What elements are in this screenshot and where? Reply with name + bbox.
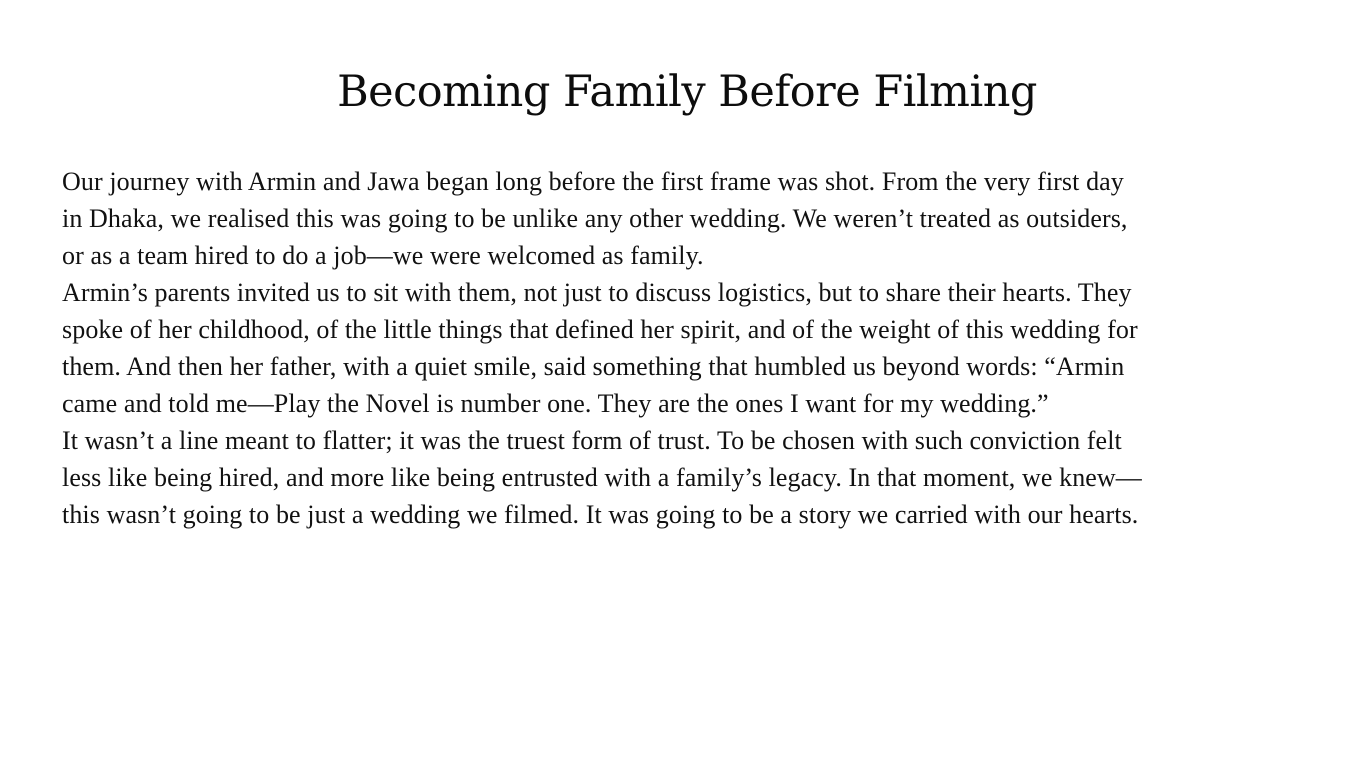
text-line: them. And then her father, with a quiet smile, said something that humbled us beyond words: “Armin [62, 352, 1125, 381]
text-line: this wasn’t going to be just a wedding we filmed. It was going to be a story we carried with our hearts. [62, 500, 1139, 529]
text-line: came and told me—Play the Novel is number one. They are the ones I want for my wedding.” [62, 389, 1049, 418]
paragraph-parents [62, 274, 1322, 422]
page-title: Becoming Family Before Filming [337, 67, 1037, 117]
paragraph-trust [62, 422, 1322, 533]
text-line: spoke of her childhood, of the little things that defined her spirit, and of the weight of this wedding for [62, 315, 1138, 344]
text-line: Armin’s parents invited us to sit with them, not just to discuss logistics, but to share their hearts. They [62, 278, 1132, 307]
text-line: less like being hired, and more like being entrusted with a family’s legacy. In that moment, we knew— [62, 463, 1142, 492]
text-line: in Dhaka, we realised this was going to be unlike any other wedding. We weren’t treated as outsiders, [62, 204, 1128, 233]
paragraph-intro [62, 163, 1322, 274]
text-line: Our journey with Armin and Jawa began long before the first frame was shot. From the very first day [62, 167, 1124, 196]
text-line: It wasn’t a line meant to flatter; it was the truest form of trust. To be chosen with such conviction felt [62, 426, 1122, 455]
text-line: or as a team hired to do a job—we were welcomed as family. [62, 241, 704, 270]
article-body [62, 163, 1322, 533]
